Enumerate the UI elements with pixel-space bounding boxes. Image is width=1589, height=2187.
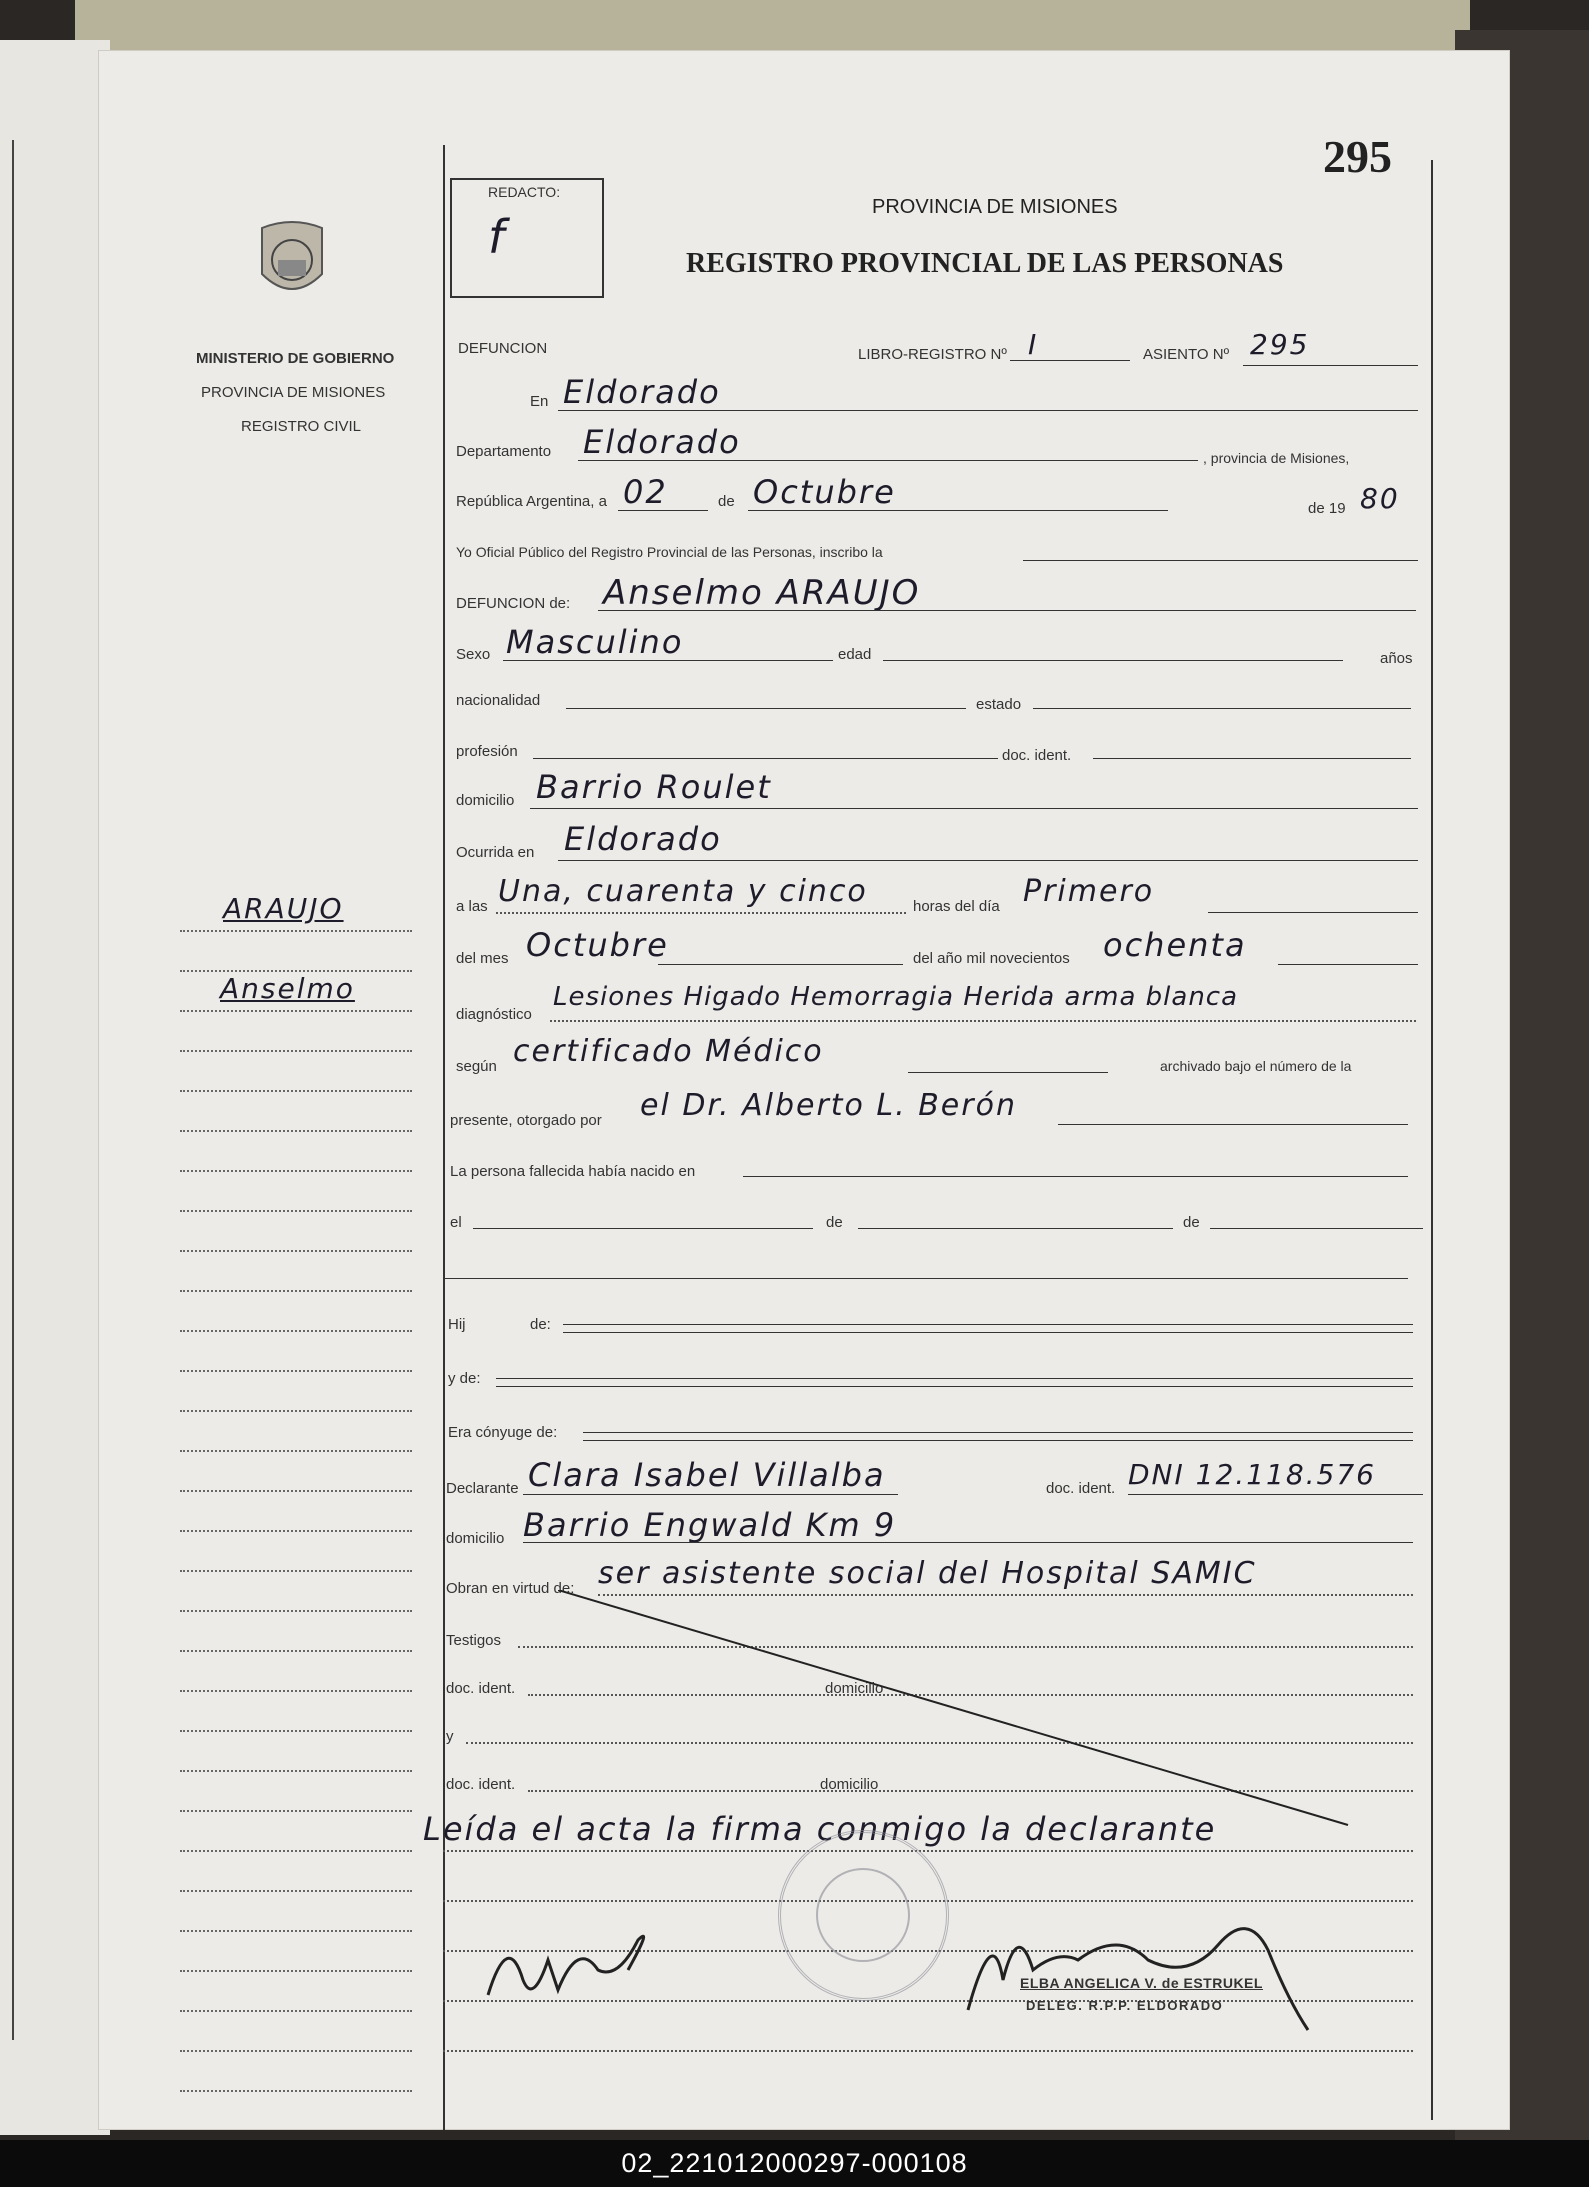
sidebar-province: PROVINCIA DE MISIONES [201, 384, 386, 401]
label-diagnostico: diagnóstico [456, 1006, 532, 1023]
value-departamento: Eldorado [583, 423, 741, 461]
label-de-2: de [826, 1214, 843, 1231]
value-diagnostico: Lesiones Higado Hemorragia Herida arma blanca [553, 982, 1239, 1012]
label-departamento: Departamento [456, 443, 552, 460]
document-sheet [98, 50, 1510, 2130]
value-declarante-doc: DNI 12.118.576 [1128, 1458, 1376, 1491]
margin-given-name: Anselmo [220, 972, 355, 1005]
label-domicilio-t2: domicilio [820, 1776, 879, 1793]
value-obran: ser asistente social del Hospital SAMIC [598, 1556, 1257, 1591]
value-a-las: Una, cuarenta y cinco [498, 874, 868, 909]
official-title: DELEG. R.P.P. ELDORADO [1026, 1998, 1224, 2013]
official-signature [948, 1890, 1338, 2040]
redacto-box [450, 178, 604, 298]
value-otorgado-por: el Dr. Alberto L. Berón [640, 1088, 1017, 1123]
official-name: ELBA ANGELICA V. de ESTRUKEL [1020, 1975, 1263, 1991]
label-sexo: Sexo [456, 646, 491, 663]
label-obran: Obran en virtud de: [446, 1580, 575, 1597]
value-closing: Leída el acta la firma conmigo la declarante [423, 1810, 1217, 1848]
declarant-signature [478, 1910, 678, 2020]
value-segun: certificado Médico [513, 1034, 824, 1069]
label-horas-del-dia: horas del día [913, 898, 1000, 915]
label-asiento: ASIENTO Nº [1143, 346, 1230, 363]
header-province: PROVINCIA DE MISIONES [872, 196, 1118, 218]
label-anos: años [1380, 650, 1413, 667]
value-en: Eldorado [563, 373, 721, 411]
label-y: y [446, 1728, 454, 1745]
coat-of-arms-icon [256, 220, 328, 302]
label-a-las: a las [456, 898, 488, 915]
label-domicilio: domicilio [456, 792, 515, 809]
official-seal-inner [816, 1868, 910, 1962]
label-en: En [530, 393, 549, 410]
value-defuncion-de: Anselmo ARAUJO [603, 573, 921, 613]
value-dia-texto: Primero [1023, 874, 1155, 909]
value-ano-texto: ochenta [1103, 926, 1247, 964]
label-presente: presente, otorgado por [450, 1112, 602, 1129]
page-number: 295 [1323, 131, 1392, 182]
label-declarante: Declarante [446, 1480, 519, 1497]
cross-out-line [558, 1590, 1358, 1830]
value-ocurrida-en: Eldorado [564, 820, 722, 858]
label-domicilio-declarante: domicilio [446, 1530, 505, 1547]
sidebar-ministry: MINISTERIO DE GOBIERNO [196, 350, 395, 367]
label-doc-ident: doc. ident. [1002, 747, 1072, 764]
value-ano: 80 [1360, 482, 1400, 515]
sidebar-civil: REGISTRO CIVIL [241, 418, 362, 435]
label-republica: República Argentina, a [456, 493, 607, 510]
label-hij: Hij [448, 1316, 466, 1333]
redacto-label: REDACTO: [488, 184, 561, 200]
label-nacionalidad: nacionalidad [456, 692, 541, 709]
label-de: de [718, 493, 735, 510]
label-doc-ident-t1: doc. ident. [446, 1680, 516, 1697]
value-declarante-domicilio: Barrio Engwald Km 9 [523, 1506, 897, 1544]
label-domicilio-t1: domicilio [825, 1680, 884, 1697]
value-sexo: Masculino [506, 623, 684, 661]
left-page [0, 40, 110, 2135]
label-ocurrida-en: Ocurrida en [456, 844, 535, 861]
label-yo-oficial: Yo Oficial Público del Registro Provincial de las Personas, inscribo la [456, 544, 883, 560]
label-conyuge: Era cónyuge de: [448, 1424, 558, 1441]
value-dia: 02 [623, 473, 668, 511]
value-domicilio: Barrio Roulet [536, 768, 772, 806]
label-del-ano: del año mil novecientos [913, 950, 1070, 967]
value-declarante: Clara Isabel Villalba [528, 1456, 886, 1494]
label-el: el [450, 1214, 462, 1231]
label-defuncion-de: DEFUNCION de: [456, 595, 571, 612]
label-edad: edad [838, 646, 872, 663]
label-doc-ident-t2: doc. ident. [446, 1776, 516, 1793]
label-segun: según [456, 1058, 497, 1075]
label-nacido-en: La persona fallecida había nacido en [450, 1163, 696, 1180]
value-asiento: 295 [1250, 328, 1310, 361]
label-libro: LIBRO-REGISTRO Nº [858, 346, 1007, 363]
redacto-mark: f [488, 210, 507, 264]
label-profesion: profesión [456, 743, 518, 760]
label-de-3: de [1183, 1214, 1200, 1231]
label-archivado: archivado bajo el número de la [1160, 1058, 1352, 1074]
value-mes: Octubre [753, 473, 896, 511]
label-del-mes: del mes [456, 950, 509, 967]
label-hij-de: de: [530, 1316, 551, 1333]
value-mes-texto: Octubre [526, 926, 669, 964]
label-provincia-misiones: , provincia de Misiones, [1203, 450, 1350, 466]
label-y-de: y de: [448, 1370, 481, 1387]
label-testigos: Testigos [446, 1632, 502, 1649]
label-de-19: de 19 [1308, 500, 1346, 517]
header-registry: REGISTRO PROVINCIAL DE LAS PERSONAS [686, 248, 1284, 279]
value-libro: I [1028, 328, 1039, 361]
label-estado: estado [976, 696, 1022, 713]
margin-surname: ARAUJO [223, 892, 344, 925]
label-defuncion: DEFUNCION [458, 340, 548, 357]
label-doc-ident-declarante: doc. ident. [1046, 1480, 1116, 1497]
image-id-footer: 02_221012000297-000108 [0, 2140, 1589, 2187]
